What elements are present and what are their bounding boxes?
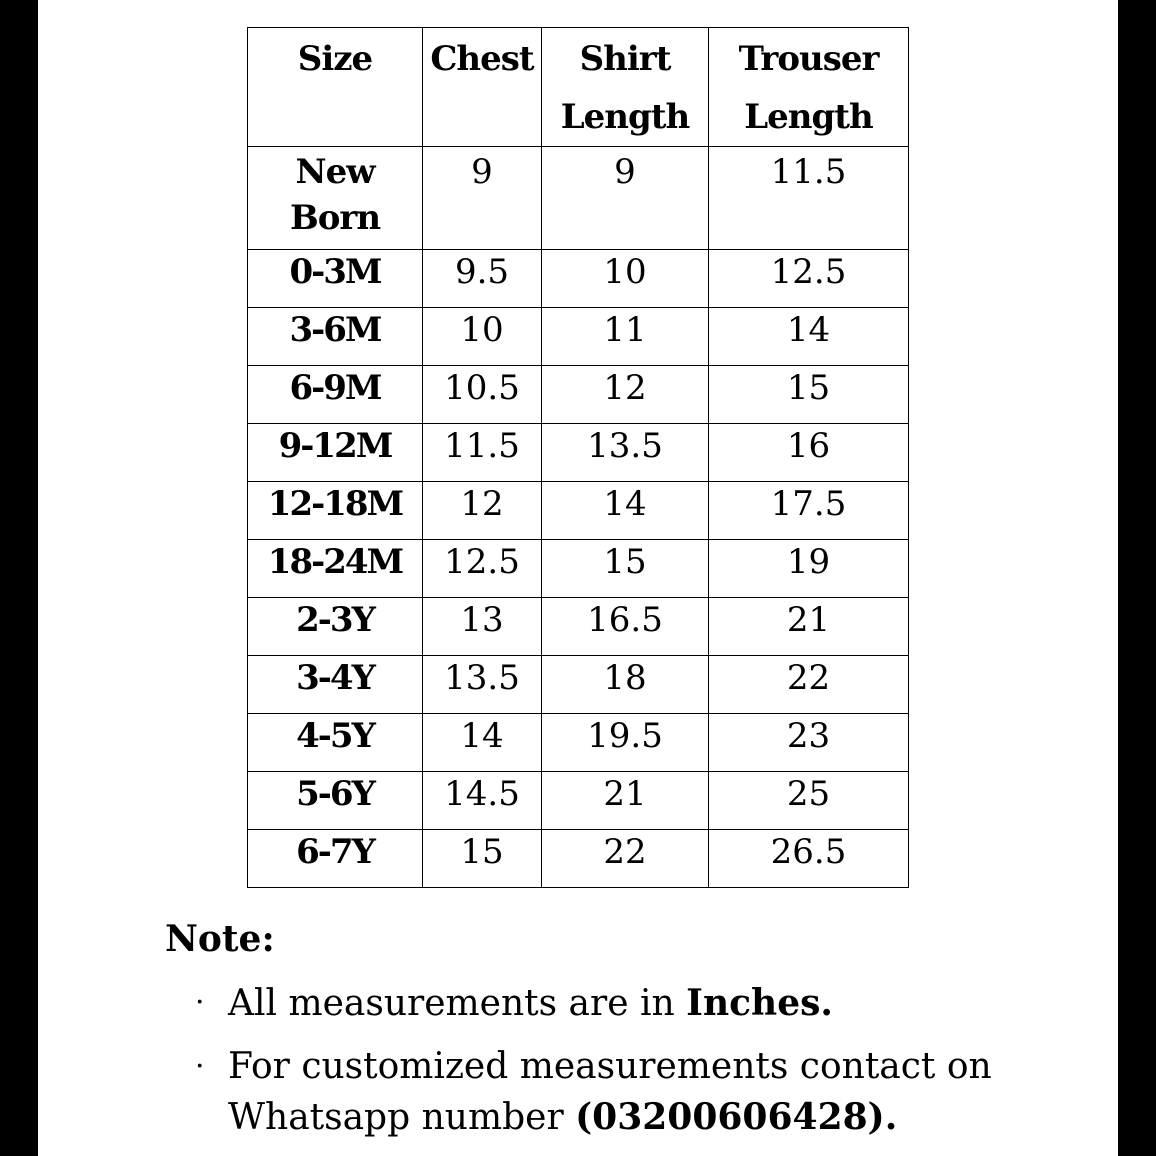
size-cell: 3-4Y xyxy=(248,656,423,714)
size-cell: 9-12M xyxy=(248,424,423,482)
trouser-length-cell: 25 xyxy=(709,772,909,830)
size-cell: New Born xyxy=(248,147,423,250)
size-cell: 3-6M xyxy=(248,308,423,366)
note-item-units xyxy=(195,978,1095,1029)
bullet-icon: · xyxy=(195,1049,205,1084)
note-item-text: For customized measurements contact on Whatsapp number xyxy=(228,1046,992,1138)
table-row xyxy=(248,366,909,424)
chest-cell: 14.5 xyxy=(423,772,542,830)
chest-cell: 12 xyxy=(423,482,542,540)
trouser-length-cell: 16 xyxy=(709,424,909,482)
size-cell: 2-3Y xyxy=(248,598,423,656)
trouser-length-cell: 15 xyxy=(709,366,909,424)
chest-cell: 13 xyxy=(423,598,542,656)
shirt-length-cell: 19.5 xyxy=(542,714,709,772)
size-cell: 4-5Y xyxy=(248,714,423,772)
chest-cell: 10 xyxy=(423,308,542,366)
chest-cell: 9.5 xyxy=(423,250,542,308)
table-row xyxy=(248,482,909,540)
shirt-length-cell: 12 xyxy=(542,366,709,424)
trouser-length-cell: 26.5 xyxy=(709,830,909,888)
size-cell: 5-6Y xyxy=(248,772,423,830)
table-row xyxy=(248,147,909,250)
table-row xyxy=(248,830,909,888)
table-row xyxy=(248,250,909,308)
table-row xyxy=(248,772,909,830)
table-row xyxy=(248,308,909,366)
chest-cell: 13.5 xyxy=(423,656,542,714)
trouser-length-cell: 19 xyxy=(709,540,909,598)
shirt-length-cell: 13.5 xyxy=(542,424,709,482)
chest-cell: 11.5 xyxy=(423,424,542,482)
shirt-length-cell: 16.5 xyxy=(542,598,709,656)
table-row xyxy=(248,424,909,482)
chest-cell: 14 xyxy=(423,714,542,772)
size-cell: 0-3M xyxy=(248,250,423,308)
bullet-icon: · xyxy=(195,985,205,1020)
shirt-length-cell: 14 xyxy=(542,482,709,540)
shirt-length-cell: 10 xyxy=(542,250,709,308)
trouser-length-cell: 17.5 xyxy=(709,482,909,540)
size-chart-table xyxy=(247,27,909,888)
note-item-text: All measurements are in xyxy=(228,983,687,1024)
chest-cell: 10.5 xyxy=(423,366,542,424)
note-item-emphasis: Inches. xyxy=(686,982,833,1024)
note-item-contact xyxy=(195,1042,1095,1143)
trouser-length-cell: 21 xyxy=(709,598,909,656)
size-cell: 18-24M xyxy=(248,540,423,598)
shirt-length-cell: 21 xyxy=(542,772,709,830)
shirt-length-cell: 9 xyxy=(542,147,709,250)
notes-list xyxy=(195,978,1095,1156)
page xyxy=(38,0,1118,1156)
header-chest: Chest xyxy=(423,28,542,147)
chest-cell: 12.5 xyxy=(423,540,542,598)
trouser-length-cell: 14 xyxy=(709,308,909,366)
trouser-length-cell: 12.5 xyxy=(709,250,909,308)
note-title: Note: xyxy=(165,918,275,960)
table-row xyxy=(248,656,909,714)
shirt-length-cell: 11 xyxy=(542,308,709,366)
chest-cell: 15 xyxy=(423,830,542,888)
size-cell: 12-18M xyxy=(248,482,423,540)
shirt-length-cell: 18 xyxy=(542,656,709,714)
trouser-length-cell: 23 xyxy=(709,714,909,772)
chest-cell: 9 xyxy=(423,147,542,250)
header-shirt-length: Shirt Length xyxy=(542,28,709,147)
table-header-row xyxy=(248,28,909,147)
size-cell: 6-9M xyxy=(248,366,423,424)
shirt-length-cell: 22 xyxy=(542,830,709,888)
size-cell: 6-7Y xyxy=(248,830,423,888)
trouser-length-cell: 22 xyxy=(709,656,909,714)
shirt-length-cell: 15 xyxy=(542,540,709,598)
table-row xyxy=(248,540,909,598)
header-trouser-length: Trouser Length xyxy=(709,28,909,147)
trouser-length-cell: 11.5 xyxy=(709,147,909,250)
table-row xyxy=(248,598,909,656)
whatsapp-number: (03200606428). xyxy=(575,1096,898,1138)
header-size: Size xyxy=(248,28,423,147)
table-row xyxy=(248,714,909,772)
